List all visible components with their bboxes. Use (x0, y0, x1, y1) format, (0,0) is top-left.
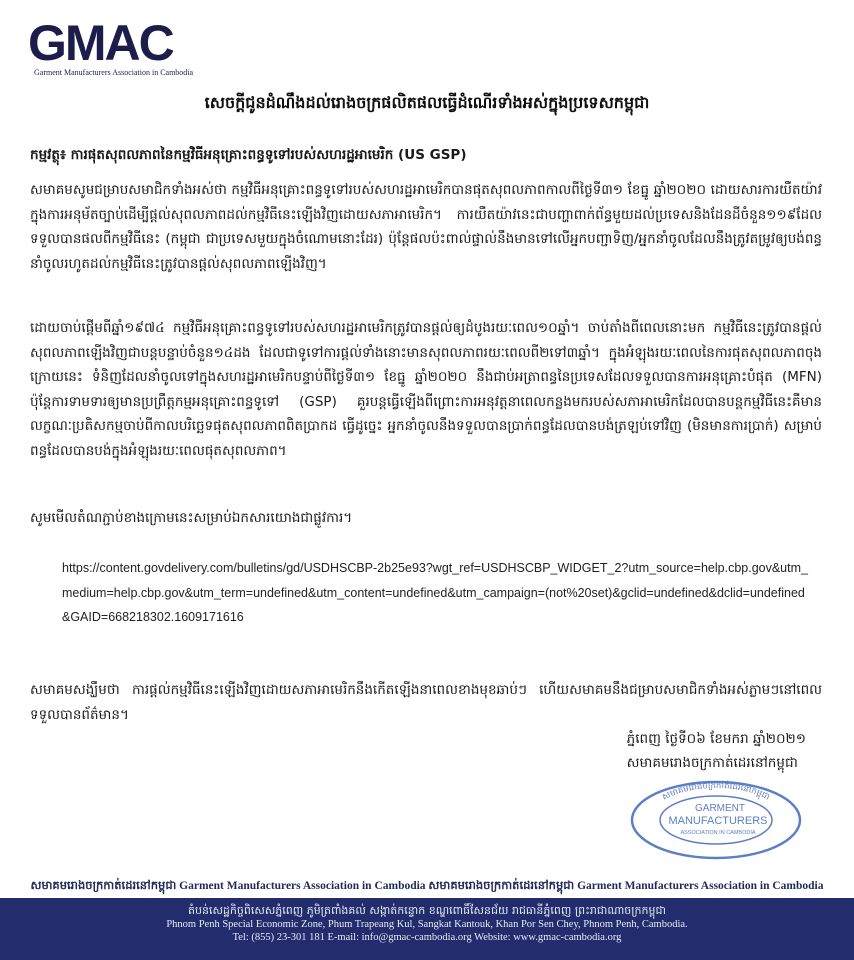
stamp-line-2: MANUFACTURERS (668, 815, 768, 827)
subject-line: កម្មវត្ថុ៖ ការផុតសុពលភាពនៃកម្មវិធីអនុគ្រោះពន្ធទូទៅរបស់សហរដ្ឋអាមេរិក (US GSP) (30, 147, 467, 163)
stamp-line-1: GARMENT (695, 803, 745, 814)
association-stamp (626, 776, 806, 860)
document-title: សេចក្តីជូនដំណឹងដល់រោងចក្រផលិតផលធ្វើដំណើរទាំងអស់ក្នុងប្រទេសកម្ពុជា (204, 93, 650, 112)
date-line: ភ្នំពេញ ថ្ងៃទី០៦ ខែមករា ឆ្នាំ២០២១ (626, 731, 806, 747)
stamp-khmer-ring: សមាគមរោងចក្រកាត់ដេរនៅកម្ពុជា (660, 780, 772, 803)
paragraph-1: សមាគមសូមជម្រាបសមាជិកទាំងអស់ថា កម្មវិធីអនុគ្រោះពន្ធទូទៅរបស់សហរដ្ឋអាមេរិកបានផុតសុពលភាពកាលពីថ្ងៃទី៣១ ខែធ្នូ ឆ្នាំ២០២០ ដោយសារការយឺតយ៉ាវក្នុងការអនុម័តច្បាប់ដើម្បីផ្តល់សុពលភាពដល់កម្មវិធីនេះឡើងវិញដោយសភាអាមេរិក។ ការយឺតយ៉ាវនេះជាបញ្ហាពាក់ព័ន្ធមួយដល់ប្រទេសនិងដែនដីចំនួន១១៩ដែលទទួលបានផលពីកម្មវិធីនេះ (កម្ពុជា ជាប្រទេសមួយក្នុងចំណោមនោះដែរ) ប៉ុន្តែផលប៉ះពាល់ផ្ទាល់នឹងមានទៅលើអ្នកបញ្ជាទិញ/អ្នកនាំចូលដែលនឹងត្រូវតម្រូវឲ្យបង់ពន្ធនាំចូលរហូតដល់កម្មវិធីនេះត្រូវបានផ្តល់សុពលភាពឡើងវិញ។ (30, 182, 822, 272)
logo-text: GMAC (28, 15, 173, 71)
reference-link[interactable]: https://content.govdelivery.com/bulletins/gd/USDHSCBP-2b25e93?wgt_ref=USDHSCBP_WIDGET_2?utm_source=help.cbp.gov&utm_medium=help.cbp.gov&utm_term=undefined&utm_content=undefined&utm_campaign=(not%20set)&gclid=undefined&dclid=undefined&GAID=668218302.1609171616 (62, 561, 808, 624)
footer-contact: Tel: (855) 23-301 181 E-mail: info@gmac-cambodia.org Website: www.gmac-cambodia.org (232, 932, 622, 943)
logo-subtitle: Garment Manufacturers Association in Cambodia (34, 68, 194, 77)
paragraph-2: ដោយចាប់ផ្តើមពីឆ្នាំ១៩៧៤ កម្មវិធីអនុគ្រោះពន្ធទូទៅរបស់សហរដ្ឋអាមេរិកត្រូវបានផ្តល់ឲ្យដំបូងរយៈពេល១០ឆ្នាំ។ ចាប់តាំងពីពេលនោះមក កម្មវិធីនេះត្រូវបានផ្តល់សុពលភាពឡើងវិញជាបន្តបន្ទាប់ចំនួន១៤ដង ដែលជាទូទៅការផ្តល់ទាំងនោះមានសុពលភាពរយៈពេលពី២ទៅ៣ឆ្នាំ។ ក្នុងអំឡុងរយៈពេលនៃការផុតសុពលភាពចុងក្រោយនេះ ទំនិញដែលនាំចូលទៅក្នុងសហរដ្ឋអាមេរិកបន្ទាប់ពីថ្ងៃទី៣១ ខែធ្នូ ឆ្នាំ២០២០ នឹងជាប់អត្រាពន្ធនៃប្រទេសដែលទទួលបានការអនុគ្រោះបំផុត (MFN) ប៉ុន្តែការទាមទារឲ្យមានប្រព្រឹត្តកម្មអនុគ្រោះពន្ធទូទៅ (GSP) គួរបន្តធ្វើឡើងពីព្រោះការអនុវត្តនាពេលកន្លងមករបស់សភាអាមេរិកដែលបានបន្តកម្មវិធីនេះគឺមានលក្ខណៈប្រតិសកម្មចាប់ពីកាលបរិច្ឆេទផុតសុពលភាពពិតប្រាកដ ធ្វើដូច្នេះ អ្នកនាំចូលនឹងទទួលបានប្រាក់ពន្ធដែលបានបង់ត្រឡប់ទៅវិញ (មិនមានការប្រាក់) សម្រាប់ពន្ធដែលបានបង់ក្នុងអំឡុងរយៈពេលផុតសុពលភាព។ (30, 320, 822, 459)
stamp-line-3: ASSOCIATION IN CAMBODIA (680, 830, 756, 836)
footer-org-line: សមាគមរោងចក្រកាត់ដេរនៅកម្ពុជា Garment Manufacturers Association in Cambodia សមាគមរោងចក្រកាត់ដេរនៅកម្ពុជា Garment Manufacturers Association in Cambodia (30, 880, 824, 892)
paragraph-4: សមាគមសង្ឃឹមថា ការផ្តល់កម្មវិធីនេះឡើងវិញដោយសភាអាមេរិកនឹងកើតឡើងនាពេលខាងមុខឆាប់ៗ ហើយសមាគមនឹងជម្រាបសមាជិកទាំងអស់ភ្លាមៗនៅពេលទទួលបានព័ត៌មាន។ (30, 682, 822, 723)
gmac-logo (28, 15, 203, 80)
footer-address-english: Phnom Penh Special Economic Zone, Phum Trapeang Kul, Sangkat Kantouk, Khan Por Sen Chey, Phnom Penh, Cambodia. (166, 919, 688, 930)
footer-address-khmer: តំបន់សេដ្ឋកិច្ចពិសេសភ្នំពេញ ភូមិត្រពាំងគល់ សង្កាត់កន្ទោក ខណ្ឌពោធិ៍សែនជ័យ រាជធានីភ្នំពេញ ព្រះរាជាណាចក្រកម្ពុជា (188, 904, 666, 917)
footer-address-band (0, 898, 854, 960)
paragraph-3: សូមមើលតំណភ្ជាប់ខាងក្រោមនេះសម្រាប់ឯកសារយោងជាផ្លូវការ។ (30, 510, 353, 526)
signature-block (627, 727, 806, 775)
organization-line: សមាគមរោងចក្រកាត់ដេរនៅកម្ពុជា (626, 755, 798, 771)
